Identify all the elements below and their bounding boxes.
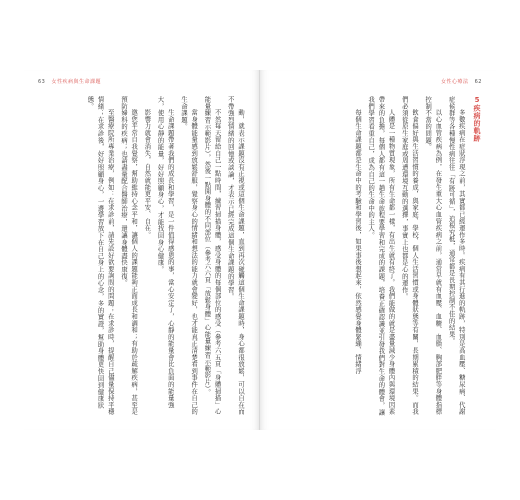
left-paragraph: 不然每天留給自己一點時間，練習掃描身體，感受身體的每個部位的感受（參考六五頁「身體掃描」心能量練習示範影片），然後一點開身體的不同部位（參考六六頁「放鬆身體」心能量練習示範影片）。 bbox=[203, 96, 221, 415]
book-spread bbox=[24, 70, 496, 430]
right-body-text bbox=[277, 96, 482, 416]
right-page bbox=[260, 70, 496, 430]
right-page-number: 62 bbox=[474, 79, 482, 85]
left-running-title: 女性疾病與生命課題 bbox=[51, 79, 101, 85]
left-paragraph: 當身體能量感到放鬆舒服，覺察身心的情緒和想法的能力就會變好，也才能真正清楚看到事件在自己的生命課題。 bbox=[179, 96, 198, 415]
section-title: 疾病的軌跡 bbox=[473, 104, 481, 142]
left-page-number: 63 bbox=[38, 79, 46, 85]
left-page-header bbox=[34, 78, 101, 85]
left-paragraph: 至醫療院所專業治療，例如：在求診前，請先設好欲要詢問的問題；在求診時，提醒自己儘量保持平穩情緒；在求診後，好好照顧身心，一邊學習放下在自己身上的心念，多的實證，幫助身體更快回到健康狀態。 bbox=[86, 96, 114, 415]
left-paragraph: 生命課題帶著我們的成長和學習，是一件值得感恩的事，當心安定了，心靜的能量會比負面的能量強大，使用心靜的能量，好好照顧身心，才能找回身心健康。 bbox=[156, 96, 174, 408]
left-page bbox=[24, 70, 260, 430]
right-running-title: 女性心療法 bbox=[441, 79, 469, 85]
right-paragraph: 人體是一種物質現象，所有生命都一樣，有出生就有終了。我們能做的就是盡量減少身體內與環境因素帶來的負擔，每個人都有這一趟生命旅程要學習和完成的課題，培養正確認識並引發我們對生命的體會，讓我們學習看重自己，成為自己的生命中的主人。 bbox=[367, 96, 395, 416]
left-paragraph: 動，就表示課題沒有正視或這個生命課題，直到再次碰觸這個生命課題時，身心都很放鬆，可以自在而不帶強烈情緒的回憶或談論，才表示已經完成這個生命課題的學習。 bbox=[226, 96, 244, 415]
left-paragraph: 影響力就會消失，自然就能更平安、自在。 bbox=[143, 108, 151, 238]
section-number: 5 bbox=[473, 96, 481, 105]
right-paragraph: 每個生命課題都是生命中的考驗和學習後，如果事後想起來，依然感覺身體緊繃、情緒浮 bbox=[353, 108, 361, 374]
left-body-text bbox=[40, 96, 245, 416]
left-paragraph: 邀您平常自我覺察，幫助維持心念平和，讓個人的課題能夠正面成長和調和；有助於疏解疾病，甚至是預防婦科的疾病；也請盡量配合醫師治療，還讓身體盡快康復。 bbox=[119, 96, 138, 415]
right-paragraph: 以心血管疾病為例，在發生重大心血管疾病之前，通常早就有血壓、血糖、血脂、胸部肥胖等身體指標控制不當的問題。 bbox=[424, 96, 442, 415]
right-paragraph: 飲食偏好與生活習慣的養成，與家庭、學校、個人生活習慣或身體狀態等有關，長期累積的結果。而我們必須從原生家庭或周遭環境互動的選擇，事實上也都是心的運作。 bbox=[400, 96, 418, 415]
right-page-header bbox=[441, 78, 486, 85]
right-paragraph: 多數疾病在症狀浮現之前，其實都已經運作多時。疾病有其行進的軌跡，特別是高血壓、糖尿病、代謝症候群等各種慢性病往往「有跡可循」，追根究柢，通常都是長期控制不佳的結果。 bbox=[447, 96, 465, 415]
section-heading bbox=[472, 96, 482, 416]
